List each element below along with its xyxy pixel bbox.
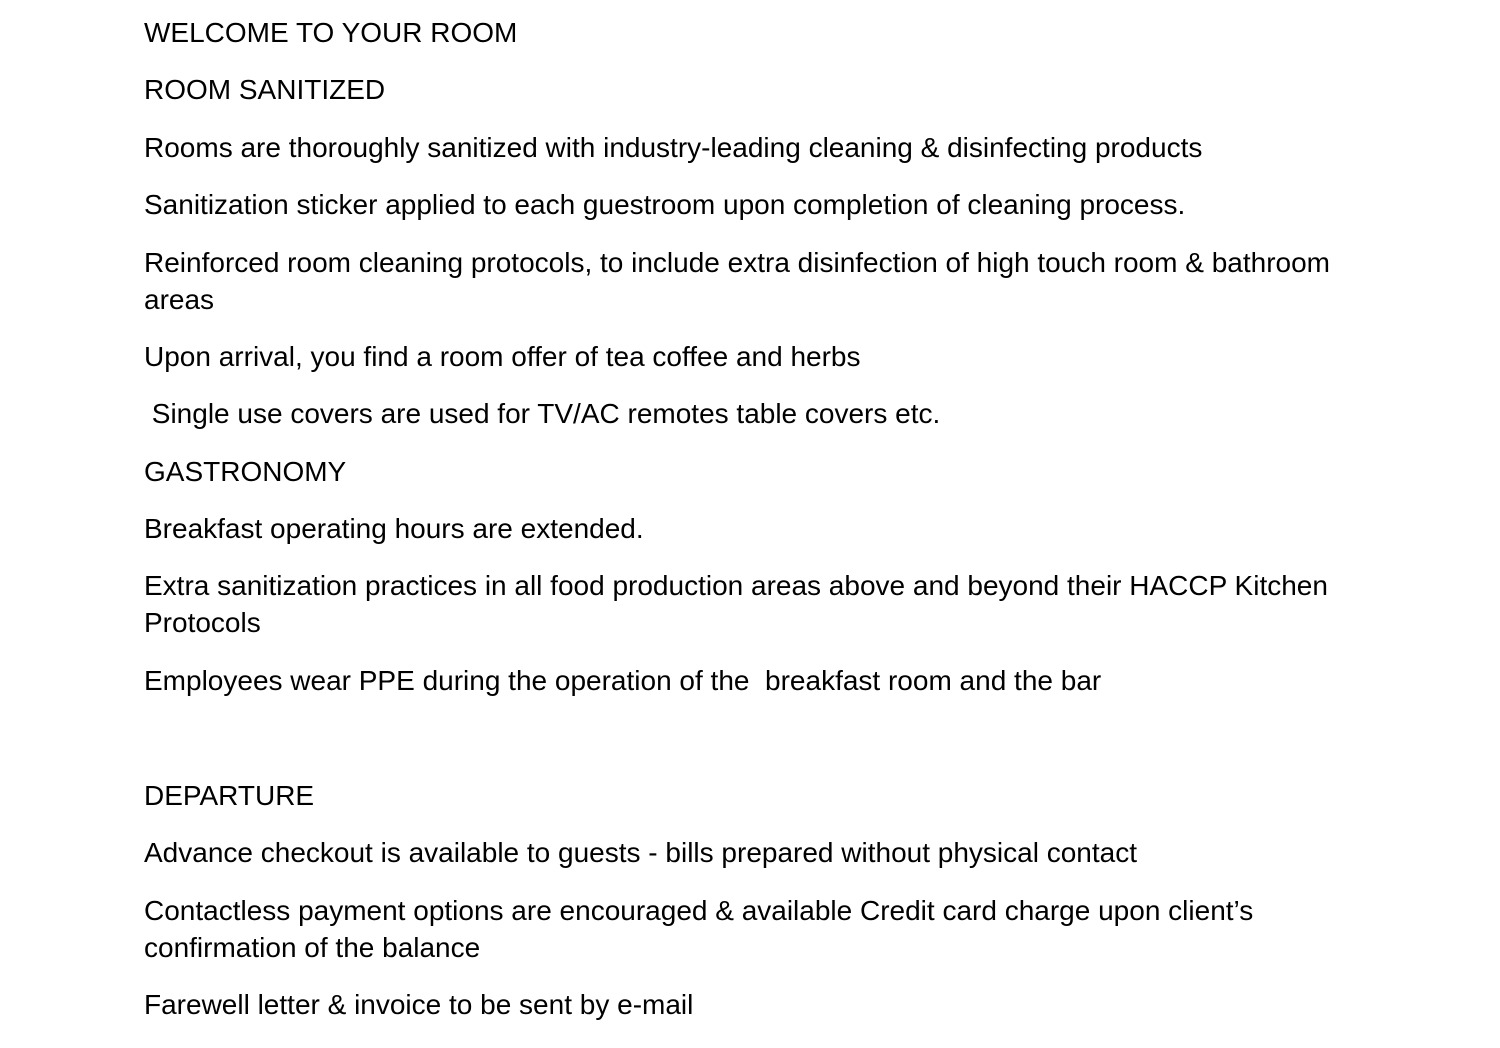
room-item: Single use covers are used for TV/AC remotes table covers etc. <box>144 398 941 429</box>
gastronomy-item: Extra sanitization practices in all food production areas above and beyond their HACCP Kitchen Protocols <box>144 570 1328 638</box>
departure-item: Advance checkout is available to guests - bills prepared without physical contact <box>144 837 1137 868</box>
room-item: Rooms are thoroughly sanitized with industry-leading cleaning & disinfecting products <box>144 132 1203 163</box>
departure-item: Contactless payment options are encouraged & available Credit card charge upon client’s confirmation of the balance <box>144 895 1254 963</box>
room-item: Upon arrival, you find a room offer of tea coffee and herbs <box>144 341 861 372</box>
heading-departure: DEPARTURE <box>144 780 315 811</box>
room-item: Sanitization sticker applied to each guestroom upon completion of cleaning process. <box>144 189 1186 220</box>
gastronomy-item: Employees wear PPE during the operation of the breakfast room and the bar <box>144 665 1102 696</box>
heading-gastronomy: GASTRONOMY <box>144 456 347 487</box>
heading-welcome: WELCOME TO YOUR ROOM <box>144 17 518 48</box>
departure-item: Farewell letter & invoice to be sent by e-mail <box>144 989 694 1020</box>
room-item: Reinforced room cleaning protocols, to include extra disinfection of high touch room & bathroom areas <box>144 247 1330 315</box>
heading-room-sanitized: ROOM SANITIZED <box>144 74 386 105</box>
gastronomy-item: Breakfast operating hours are extended. <box>144 513 644 544</box>
